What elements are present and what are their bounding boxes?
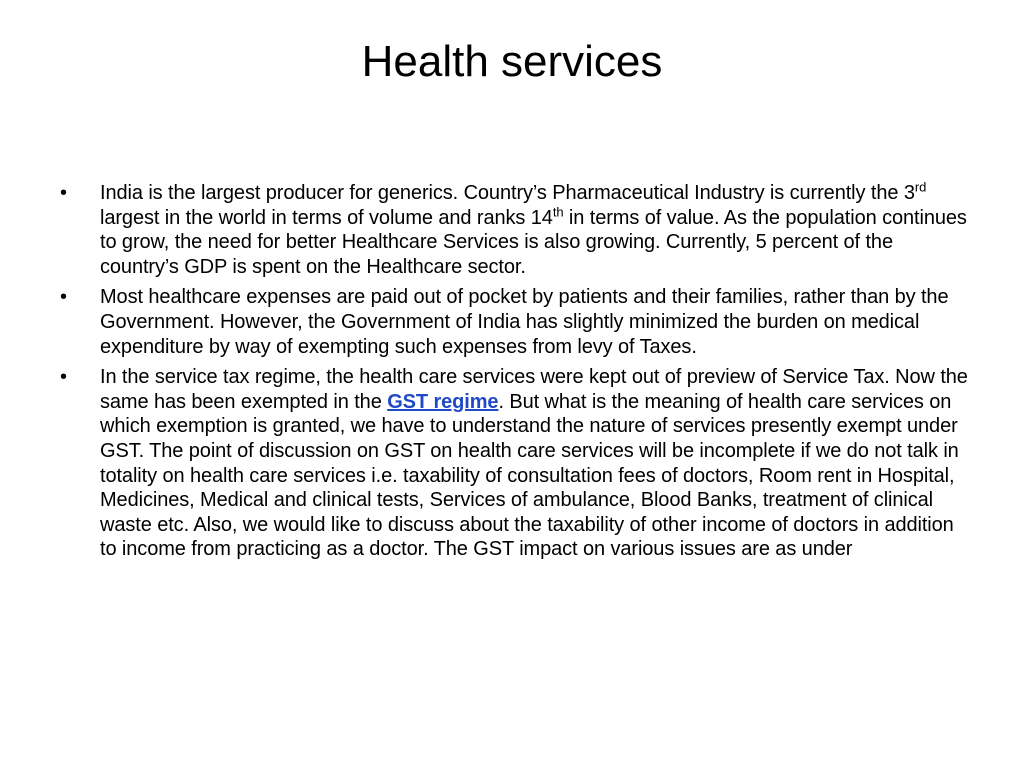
bullet-text-part: India is the largest producer for generics. Country’s Pharmaceutical Industry is currently the 3	[100, 182, 915, 204]
ordinal-suffix: rd	[914, 179, 927, 195]
ordinal-suffix: th	[552, 203, 564, 219]
bullet-icon: •	[60, 286, 67, 309]
bullet-item-gst	[60, 365, 968, 562]
bullet-text: Most healthcare expenses are paid out of pocket by patients and their families, rather than by the Government. However, the Government of India has slightly minimized the burden on medical expenditure by way of exempting such expenses from levy of Taxes.	[100, 286, 949, 358]
bullet-text-part: in terms of value. As the population continues to grow, the need for better Healthcare Services is also growing. Currently, 5 percent of the country’s GDP is spent on the Healthcare sector.	[100, 206, 967, 278]
slide-title: Health services	[361, 37, 663, 86]
bullet-text-part: In the service tax regime, the health care services were kept out of preview of Service Tax. Now the same has been exempted in the	[100, 366, 968, 413]
bullet-item-pharma	[60, 181, 968, 279]
bullet-icon: •	[60, 366, 67, 389]
bullet-list	[60, 181, 968, 562]
bullet-item-expenses	[60, 285, 968, 359]
bullet-icon: •	[60, 182, 67, 204]
gst-regime-link[interactable]: GST regime	[387, 390, 499, 413]
bullet-text-part: largest in the world in terms of volume and ranks 14	[100, 206, 553, 229]
slide-body	[60, 181, 968, 568]
bullet-text-part: . But what is the meaning of health care services on which exemption is granted, we have to understand the nature of services presently exempt under GST. The point of discussion on GST on health care services will be incomplete if we do not talk in totality on health care services i.e. taxability of consultation fees of doctors, Room rent in Hospital, Medicines, Medical and clinical tests, Services of ambulance, Blood Banks, treatment of clinical waste etc. Also, we would like to discuss about the taxability of other income of doctors in addition to income from practicing as a doctor. The GST impact on various issues are as under	[100, 390, 959, 561]
